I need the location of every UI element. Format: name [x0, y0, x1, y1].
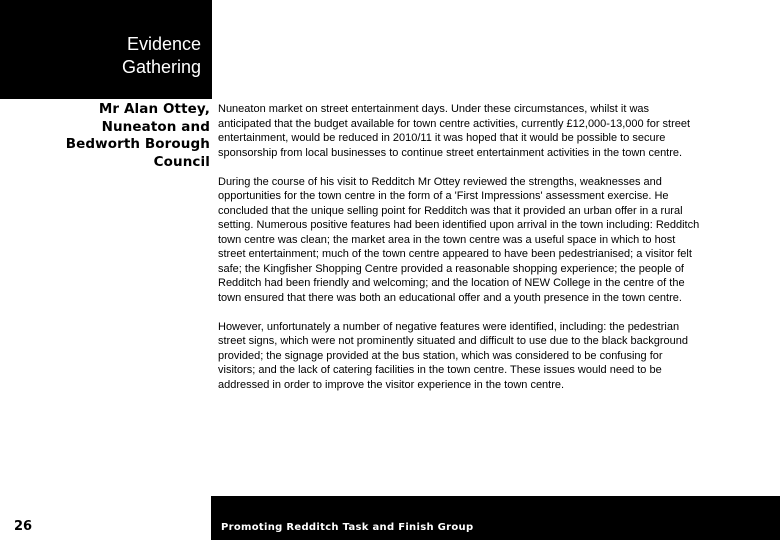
text-line: provided; the signage provided at the bus station, which was considered to be confusing for — [218, 349, 663, 362]
section-title-line-2: Gathering — [121, 57, 201, 77]
text-line: opportunities for the town centre in the form of a 'First Impressions' assessment exercise. He — [218, 190, 669, 202]
speaker-line: Council — [153, 153, 210, 170]
text-line: safe; the Kingfisher Shopping Centre provided a reasonable shopping experience; the people of — [218, 262, 684, 275]
speaker-line: Nuneaton and — [101, 118, 210, 135]
text-line: sponsorship from local businesses to continue street entertainment activities in the town centre. — [218, 146, 683, 159]
speaker-attribution — [10, 101, 210, 171]
text-line: concluded that the unique selling point for Redditch was that it provided an urban offer in a rural — [218, 204, 683, 217]
text-line: visitors; and the lack of catering facilities in the town centre. These issues would need to be — [218, 364, 662, 376]
paragraph-negative-features — [218, 320, 758, 393]
text-line: addressed in order to improve the visitor experience in the town centre. — [218, 378, 565, 391]
text-line: During the course of his visit to Redditch Mr Ottey reviewed the strengths, weaknesses and — [218, 175, 662, 188]
speaker-line: Mr Alan Ottey, — [98, 101, 210, 117]
text-line: town centre was clean; the market area in the town centre was a useful space in which to host — [218, 233, 676, 246]
text-line: street signs, which were not prominently situated and difficult to use due to the black background — [218, 335, 689, 347]
text-line: However, unfortunately a number of negative features were identified, including: the pedestrian — [218, 320, 680, 333]
footer-title: Promoting Redditch Task and Finish Group — [221, 522, 474, 533]
text-line: setting. Numerous positive features had been identified upon arrival in the town including: Redditch — [218, 219, 700, 231]
page-number: 26 — [14, 519, 33, 534]
section-title — [122, 33, 201, 79]
body-text — [218, 102, 758, 407]
text-line: town ensured that there was both an educational offer and a youth presence in the town centre. — [218, 291, 682, 304]
text-line: street entertainment; much of the town centre appeared to have been pedestrianised; a visitor felt — [218, 248, 692, 260]
speaker-line: Bedworth Borough — [65, 136, 210, 152]
section-header-block — [0, 0, 212, 99]
section-title-line-1: Evidence — [126, 34, 201, 54]
text-line: entertainment, would be reduced in 2010/11 it was hoped that it would be possible to secure — [218, 132, 666, 144]
text-line: Nuneaton market on street entertainment days. Under these circumstances, whilst it was — [218, 103, 650, 115]
text-line: anticipated that the budget available for town centre activities, currently £12,000-13,000 for street — [218, 117, 691, 130]
footer-bar — [211, 496, 780, 540]
paragraph-positive-features — [218, 175, 758, 306]
text-line: Redditch had been friendly and welcoming; and the location of NEW College in the centre of the — [218, 277, 685, 289]
paragraph-budget — [218, 102, 758, 160]
